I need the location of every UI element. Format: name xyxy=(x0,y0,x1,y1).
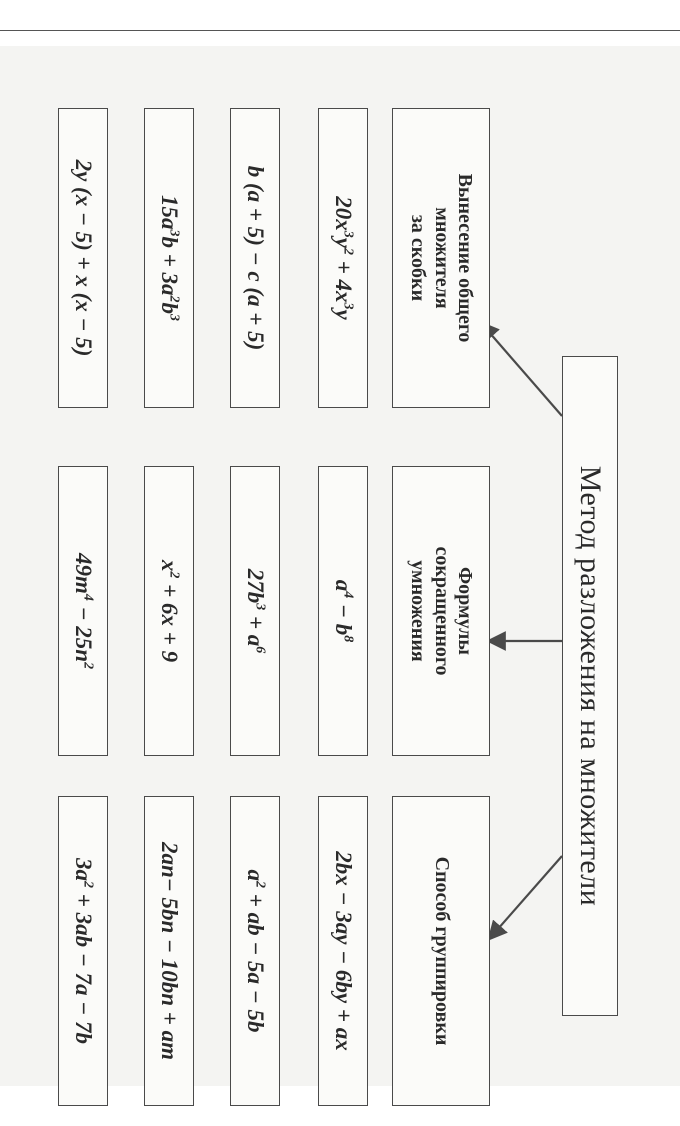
root-title: Метод разложения на множители xyxy=(574,465,607,907)
expression-part: y xyxy=(331,237,356,248)
example-expression xyxy=(242,166,268,351)
expression-part: − 25n xyxy=(71,600,96,663)
example-box xyxy=(144,796,194,1106)
expression-part: 15a xyxy=(157,194,182,230)
example-expression xyxy=(70,553,96,669)
category-line: умножения xyxy=(407,560,430,662)
expression-part: b (a + 5) − c (a + 5) xyxy=(243,165,268,351)
example-box xyxy=(58,796,108,1106)
category-line: сокращенного xyxy=(430,546,453,676)
expression-part: y xyxy=(331,309,356,320)
exponent: 2 xyxy=(340,247,356,255)
category-line: Способ группировки xyxy=(430,856,453,1046)
exponent: 4 xyxy=(80,593,96,601)
exponent: 2 xyxy=(252,881,268,888)
diagram-page xyxy=(0,46,680,1086)
exponent: 3 xyxy=(166,229,182,237)
expression-part: b xyxy=(157,302,182,315)
example-expression xyxy=(330,851,356,1050)
expression-part: 49m xyxy=(71,552,96,594)
example-box xyxy=(144,466,194,756)
expression-part: 3a xyxy=(71,858,96,881)
example-expression xyxy=(330,580,356,642)
expression-part: 20x xyxy=(331,196,356,231)
expression-part: x xyxy=(157,559,182,572)
exponent: 3 xyxy=(340,302,356,310)
exponent: 2 xyxy=(166,571,182,579)
expression-part: 27b xyxy=(243,568,268,604)
expression-part: + ab − 5a − 5b xyxy=(243,888,268,1033)
example-expression xyxy=(70,858,96,1044)
expression-part: 2an− 5bn − 10bn + am xyxy=(157,842,182,1060)
category-line: Вынесение общего xyxy=(454,173,477,343)
example-box xyxy=(58,466,108,756)
example-expression xyxy=(242,569,268,654)
category-line: за скобки xyxy=(407,214,430,302)
expression-part: + 6x + 9 xyxy=(157,578,182,663)
exponent: 4 xyxy=(340,591,356,599)
expression-part: + 4x xyxy=(331,254,356,303)
exponent: 6 xyxy=(252,646,268,654)
exponent: 3 xyxy=(166,314,182,322)
category-line: Формулы xyxy=(454,567,477,655)
exponent: 8 xyxy=(340,635,356,643)
expression-part: + 3ab − 7a − 7b xyxy=(71,888,96,1044)
expression-part: + a xyxy=(243,610,268,647)
expression-part: − b xyxy=(331,598,356,636)
category-box-grouping xyxy=(392,796,490,1106)
expression-part: 2y (x − 5) + x (x − 5) xyxy=(71,159,96,357)
example-expression xyxy=(330,196,356,320)
example-expression xyxy=(70,160,96,357)
example-box xyxy=(230,108,280,408)
root-title-box xyxy=(562,356,618,1016)
example-box xyxy=(318,108,368,408)
example-expression xyxy=(156,842,182,1060)
arrow-to-column-3 xyxy=(490,856,562,938)
method-diagram xyxy=(0,96,640,1126)
exponent: 3 xyxy=(340,230,356,238)
expression-part: a xyxy=(243,869,268,881)
exponent: 3 xyxy=(252,603,268,611)
example-expression xyxy=(156,560,182,662)
example-box xyxy=(144,108,194,408)
example-box xyxy=(230,466,280,756)
example-box xyxy=(230,796,280,1106)
example-expression xyxy=(242,870,268,1033)
example-box xyxy=(318,466,368,756)
example-expression xyxy=(156,195,182,321)
exponent: 2 xyxy=(80,881,96,888)
top-rule xyxy=(0,30,680,31)
expression-part: 2bx − 3ay − 6by + ax xyxy=(331,851,356,1051)
arrow-to-column-1 xyxy=(482,324,562,416)
category-box-formulas xyxy=(392,466,490,756)
exponent: 2 xyxy=(166,295,182,303)
category-line: множителя xyxy=(430,207,453,309)
expression-part: a xyxy=(331,579,356,592)
category-box-factoring-out xyxy=(392,108,490,408)
example-box xyxy=(318,796,368,1106)
expression-part: b + 3a xyxy=(157,236,182,296)
example-box xyxy=(58,108,108,408)
exponent: 2 xyxy=(80,662,96,670)
